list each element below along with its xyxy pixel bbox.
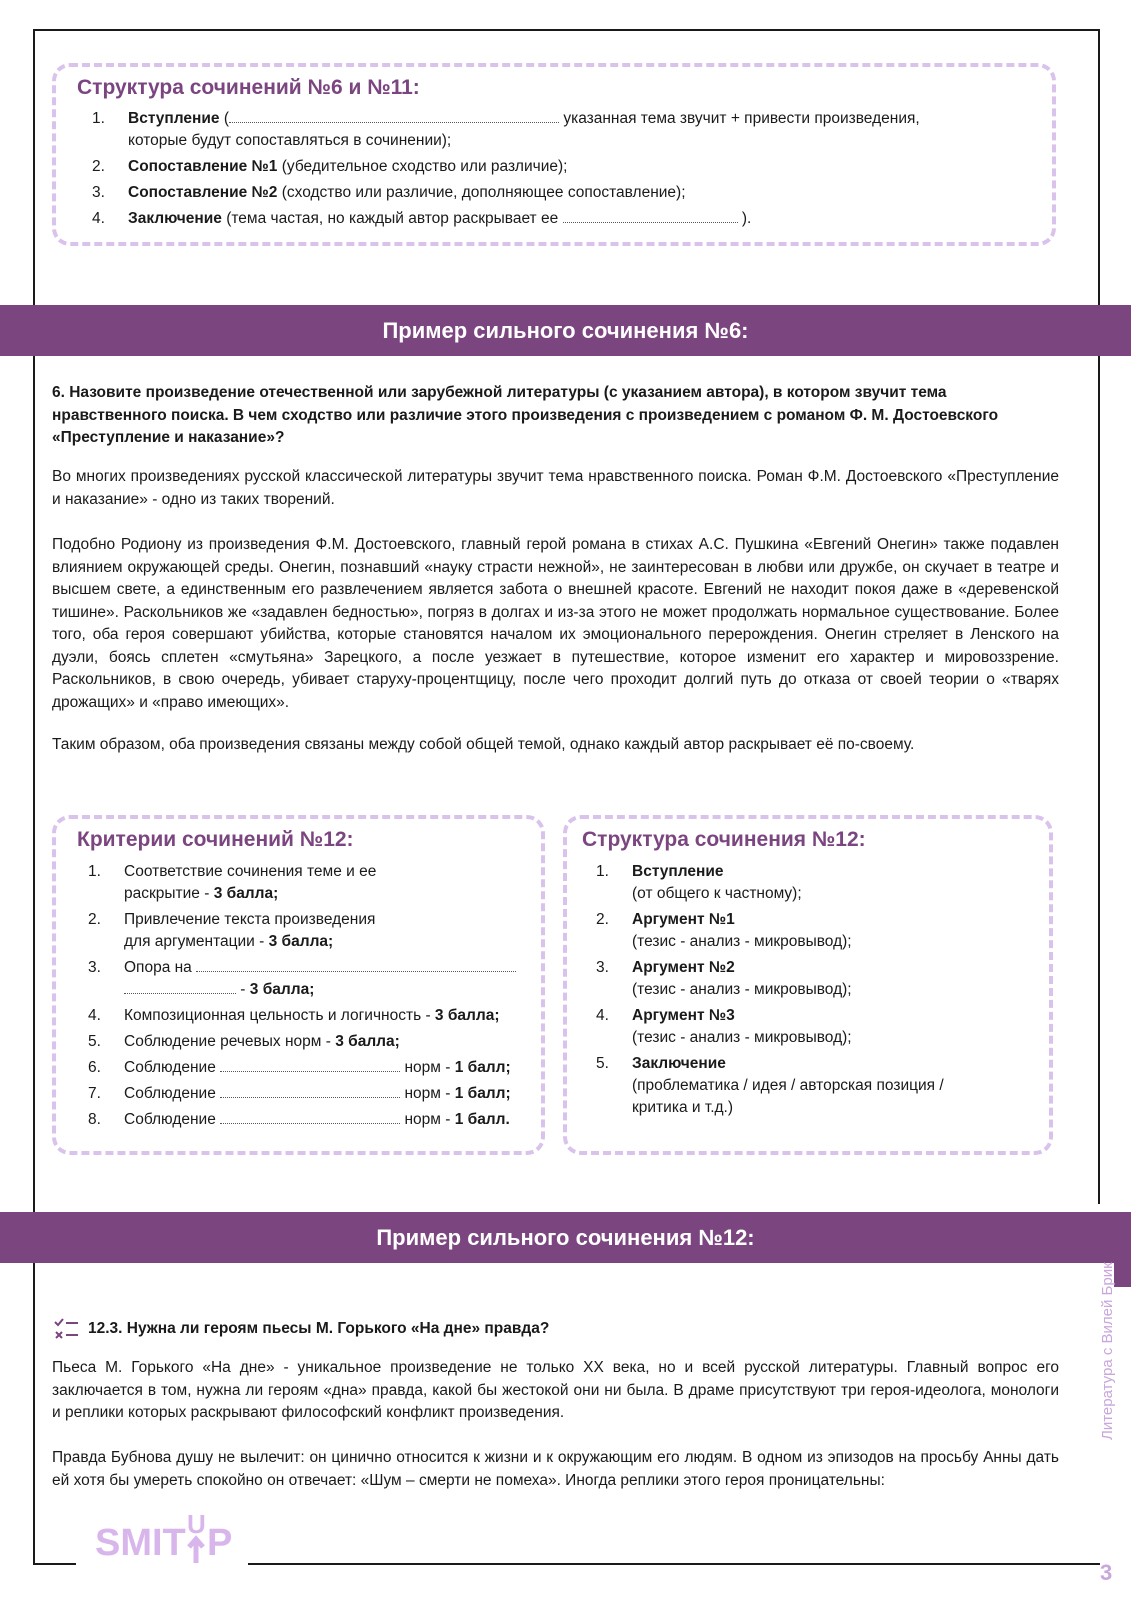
frame-left-line xyxy=(33,29,35,1565)
side-label: Литература с Вилей Брик xyxy=(1099,1262,1116,1440)
list-item: 2. Аргумент №1 (тезис - анализ - микровывод); xyxy=(596,911,852,950)
list-item: 4. Заключение (тема частая, но каждый автор раскрывает ее ). xyxy=(92,210,752,227)
svg-text:U: U xyxy=(187,1509,206,1539)
checklist-icon xyxy=(53,1318,79,1340)
blank-line xyxy=(220,1085,400,1098)
structure-6-11-list xyxy=(92,108,992,234)
blank-line xyxy=(124,981,236,994)
list-item: 1. Соответствие сочинения теме и ее раскрытие - 3 балла; xyxy=(88,863,377,902)
essay-12-question: 12.3. Нужна ли героям пьесы М. Горького «На дне» правда? xyxy=(88,1320,550,1337)
list-item: 5. Соблюдение речевых норм - 3 балла; xyxy=(88,1033,400,1050)
essay-12-paragraph-2: Правда Бубнова душу не вылечит: он цинично относится к жизни и к окружающим его людям. В одном из эпизодов на просьбу Анны дать ей хотя бы умереть спокойно он отвечает: «Шум – смерти не помеха». Иногда реплики этого героя проницательны: xyxy=(52,1449,1059,1489)
structure-12-list xyxy=(596,861,1036,1123)
essay-12-paragraph-1: Пьеса М. Горького «На дне» - уникальное произведение не только XX века, но и всей русской литературы. Главный вопрос его заключается в том, нужна ли героям «дна» правда, какой бы жестокой они ни была. В драме присутствуют три героя-идеолога, монологи и реплики которых раскрывают философский конфликт произведения. xyxy=(52,1359,1059,1421)
blank-line xyxy=(220,1111,400,1124)
list-item: 3. Аргумент №2 (тезис - анализ - микровывод); xyxy=(596,959,852,998)
list-item: 3. Сопоставление №2 (сходство или различие, дополняющее сопоставление); xyxy=(92,184,686,201)
list-item: 4. Аргумент №3 (тезис - анализ - микровывод); xyxy=(596,1007,852,1046)
section-banner-12: Пример сильного сочинения №12: xyxy=(0,1212,1131,1263)
list-item: 6. Соблюдение норм - 1 балл; xyxy=(88,1059,511,1076)
criteria-12-list xyxy=(88,861,533,1135)
list-item: 7. Соблюдение норм - 1 балл; xyxy=(88,1085,511,1102)
list-item: 2. Привлечение текста произведения для аргументации - 3 балла; xyxy=(88,911,376,950)
list-item: 4. Композиционная цельность и логичность - 3 балла; xyxy=(88,1007,500,1024)
page-number: 3 xyxy=(1100,1560,1113,1585)
svg-text:P: P xyxy=(207,1522,233,1564)
smitup-logo xyxy=(95,1505,245,1565)
list-item: 1. Вступление (от общего к частному); xyxy=(596,863,802,902)
svg-text:SMIT: SMIT xyxy=(95,1522,186,1564)
list-item: 5. Заключение (проблематика / идея / авторская позиция / критика и т.д.) xyxy=(596,1055,944,1116)
list-item: 3. Опора на - 3 балла; xyxy=(88,957,533,1001)
list-item: 8. Соблюдение норм - 1 балл. xyxy=(88,1111,510,1128)
frame-bottom-line xyxy=(33,1563,76,1565)
blank-line xyxy=(229,110,559,123)
frame-right-line xyxy=(1098,29,1100,1204)
frame-bottom-line xyxy=(248,1563,1100,1565)
section-banner-6: Пример сильного сочинения №6: xyxy=(0,305,1131,356)
blank-line xyxy=(196,959,516,972)
list-item: 2. Сопоставление №1 (убедительное сходство или различие); xyxy=(92,158,568,175)
structure-6-11-title: Структура сочинений №6 и №11: xyxy=(77,76,420,99)
essay-6-question: 6. Назовите произведение отечественной или зарубежной литературы (с указанием автора), в котором звучит тема нравственного поиска. В чем сходство или различие этого произведения с произведением с романом Ф. М. Достоевского «Преступление и наказание»? xyxy=(52,384,999,446)
side-tab-marker xyxy=(1114,1236,1131,1287)
essay-6-paragraph-2: Подобно Родиону из произведения Ф.М. Достоевского, главный герой романа в стихах А.С. Пушкина «Евгений Онегин» также подавлен влиянием окружающей среды. Онегин, познавший «науку страсти нежной», не заинтересован в любви или дружбе, он скучает в театре и высшем свете, а единственным его развлечением является забота о внешней красоте. Евгений не находит покоя даже в «деревенской тишине». Раскольников же «задавлен бедностью», погряз в долгах и из-за этого не может продолжать нормальное существование. Более того, оба героя совершают убийства, которые становятся началом их эмоционального перерождения. Онегин стреляет в Ленского на дуэли, боясь сплетен «смутьяна» Зарецкого, а после уезжает в путешествие, которое изменит его характер и мировоззрение. Раскольников, в свою очередь, убивает старуху-процентщицу, после чего проходит долгий путь до отказа от своей теории о «тварях дрожащих» и «право имеющих». xyxy=(52,536,1059,711)
list-item: 1. Вступление ( указанная тема звучит + привести произведения, которые будут сопоставляться в сочинении); xyxy=(92,110,920,149)
blank-line xyxy=(220,1059,400,1072)
essay-6-paragraph-1: Во многих произведениях русской классической литературы звучит тема нравственного поиска. Роман Ф.М. Достоевского «Преступление и наказание» - одно из таких творений. xyxy=(52,468,1059,508)
criteria-12-title: Критерии сочинений №12: xyxy=(77,828,354,851)
essay-6-paragraph-3: Таким образом, оба произведения связаны между собой общей темой, однако каждый автор раскрывает её по-своему. xyxy=(52,736,915,753)
blank-line xyxy=(563,210,738,223)
frame-top-line xyxy=(33,29,1100,31)
structure-12-title: Структура сочинения №12: xyxy=(582,828,866,851)
